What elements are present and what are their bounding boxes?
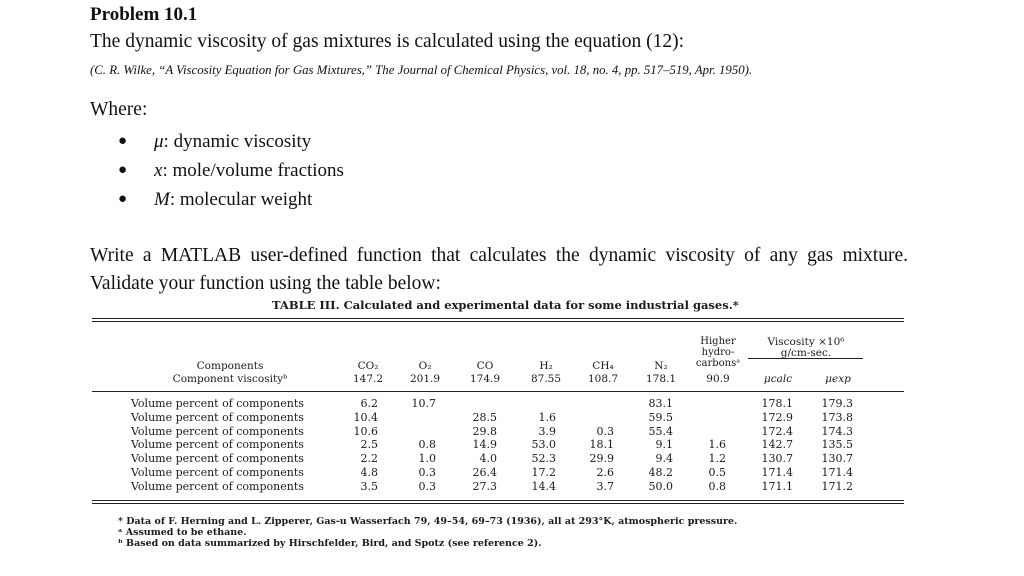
col-header-ch4: CH₄ — [592, 360, 614, 372]
table-cell: 6.2 — [360, 397, 378, 410]
col-viscosity-co: 174.9 — [469, 373, 501, 385]
table-cell: 9.1 — [655, 438, 673, 452]
definition-symbol: x — [154, 160, 163, 181]
table-cell: 4.0 — [479, 452, 497, 466]
table-cell: 26.4 — [472, 465, 497, 479]
bullet-icon: ● — [118, 162, 128, 178]
table-bottom-rule-2 — [92, 503, 904, 504]
table-cell: 178.1 — [761, 397, 793, 410]
col-viscosity-ch4: 108.7 — [587, 373, 619, 385]
table-cell — [709, 425, 727, 439]
col-viscosity-higher-hydrocarbons: 90.9 — [706, 373, 730, 385]
table-cell: 48.2 — [648, 465, 673, 479]
row-label: Volume percent of components — [131, 479, 304, 493]
table-cell: 0.8 — [708, 479, 726, 493]
table-cell: 10.4 — [353, 410, 378, 424]
table-cell — [590, 397, 615, 411]
col-header-higher-hydrocarbons: Higher hydro- carbonsᵃ — [695, 336, 741, 369]
table-cell — [709, 411, 727, 425]
table-cell: 171.4 — [761, 465, 793, 479]
definition-list — [118, 127, 344, 214]
table-cell: 135.5 — [821, 438, 853, 452]
citation: (C. R. Wilke, “A Viscosity Equation for Gas Mixtures,” The Journal of Chemical Physics, vol. 18, no. 4, pp. 517–519, Apr. 1950). — [90, 63, 753, 77]
table-cell: 3.7 — [596, 479, 614, 493]
table-cell: 27.3 — [472, 479, 497, 493]
column-h2 — [532, 397, 557, 494]
table-cell: 179.3 — [821, 397, 853, 410]
column-higher-hydrocarbons — [709, 397, 727, 494]
column-n2 — [649, 397, 674, 494]
table-cell: 50.0 — [648, 479, 673, 493]
row-label: Volume percent of components — [131, 410, 304, 424]
viscosity-group-units: g/cm-sec. — [780, 347, 832, 359]
table-cell — [412, 425, 437, 439]
table-cell: 53.0 — [531, 438, 556, 452]
column-co — [473, 397, 498, 494]
footnote-data-source: * Data of F. Herning and L. Zipperer, Gas-u Wasserfach 79, 49–54, 69–73 (1936), all at 293°K, atmospheric pressure. — [118, 516, 738, 527]
column-ch4 — [590, 397, 615, 494]
col-viscosity-o2: 201.9 — [409, 373, 441, 385]
table-cell: 1.6 — [538, 410, 556, 424]
col-header-h2: H₂ — [539, 360, 553, 372]
col-header-mu-exp: μexp — [825, 373, 851, 385]
problem-intro: The dynamic viscosity of gas mixtures is calculated using the equation (12): — [90, 31, 685, 52]
table-cell: 52.3 — [531, 452, 556, 466]
row-label: Volume percent of components — [131, 438, 304, 452]
table-cell: 2.6 — [596, 465, 614, 479]
table-top-rule — [92, 318, 904, 319]
table-cell: 83.1 — [648, 397, 673, 410]
table-cell: 1.0 — [418, 452, 436, 466]
table-caption: TABLE III. Calculated and experimental data for some industrial gases.* — [272, 298, 739, 312]
table-cell: 9.4 — [655, 452, 673, 466]
table-cell: 0.8 — [418, 438, 436, 452]
table-cell: 172.9 — [761, 410, 793, 424]
components-label: Components — [196, 360, 264, 372]
table-cell: 55.4 — [648, 424, 673, 438]
table-cell: 1.6 — [708, 438, 726, 452]
table-cell: 17.2 — [531, 465, 556, 479]
table-cell: 142.7 — [761, 438, 793, 452]
table-cell: 0.5 — [708, 465, 726, 479]
col-header-co2: CO₂ — [357, 360, 379, 372]
col-header-co: CO — [476, 360, 494, 372]
table-top-rule-2 — [92, 321, 904, 322]
table-cell: 3.5 — [360, 479, 378, 493]
table-header-rule — [92, 391, 904, 392]
table-cell: 10.7 — [411, 397, 436, 410]
component-viscosity-label: Component viscosityᵇ — [172, 373, 288, 385]
col-header-n2: N₂ — [654, 360, 668, 372]
definition-text: : molecular weight — [169, 189, 313, 210]
table-cell: 130.7 — [761, 452, 793, 466]
table-cell: 59.5 — [648, 410, 673, 424]
footnote-viscosity-source: ᵇ Based on data summarized by Hirschfelder, Bird, and Spotz (see reference 2). — [118, 538, 542, 549]
table-bottom-rule — [92, 500, 904, 501]
table-cell: 2.5 — [360, 438, 378, 452]
row-label: Volume percent of components — [131, 424, 304, 438]
table-cell: 171.1 — [761, 479, 793, 493]
table-cell: 130.7 — [821, 452, 853, 466]
definition-item — [118, 185, 344, 214]
table-cell: 29.8 — [472, 424, 497, 438]
table-cell: 3.9 — [538, 424, 556, 438]
col-viscosity-co2: 147.2 — [352, 373, 384, 385]
table-cell — [412, 411, 437, 425]
definition-item — [118, 127, 344, 156]
definition-text: : dynamic viscosity — [163, 131, 312, 152]
table-cell: 174.3 — [821, 424, 853, 438]
definition-text: : mole/volume fractions — [162, 160, 344, 181]
footnote-ethane: ᵃ Assumed to be ethane. — [118, 527, 247, 538]
table-cell — [709, 397, 727, 411]
table-cell: 0.3 — [596, 424, 614, 438]
table-cell — [473, 397, 498, 411]
table-cell: 28.5 — [472, 410, 497, 424]
column-mu-calc — [762, 397, 794, 494]
table-cell: 172.4 — [761, 424, 793, 438]
table-cell: 10.6 — [353, 424, 378, 438]
table-cell: 171.2 — [821, 479, 853, 493]
col-header-o2: O₂ — [418, 360, 432, 372]
viscosity-group-title: Viscosity ×10⁶ — [767, 336, 845, 348]
bullet-icon: ● — [118, 133, 128, 149]
table-cell — [590, 411, 615, 425]
row-labels — [131, 397, 304, 494]
row-label: Volume percent of components — [131, 452, 304, 466]
table-cell: 14.4 — [531, 479, 556, 493]
row-label: Volume percent of components — [131, 465, 304, 479]
bullet-icon: ● — [118, 191, 128, 207]
col-viscosity-h2: 87.55 — [530, 373, 562, 385]
row-label: Volume percent of components — [131, 397, 304, 410]
table-cell: 173.8 — [821, 410, 853, 424]
table-cell: 171.4 — [821, 465, 853, 479]
table-cell: 18.1 — [589, 438, 614, 452]
table-cell: 1.2 — [708, 452, 726, 466]
table-cell: 0.3 — [418, 479, 436, 493]
table-cell: 4.8 — [360, 465, 378, 479]
table-cell: 14.9 — [472, 438, 497, 452]
problem-title: Problem 10.1 — [90, 4, 198, 25]
column-co2 — [354, 397, 379, 494]
definition-symbol: μ — [154, 131, 164, 152]
definition-symbol: M — [154, 189, 170, 210]
table-cell: 0.3 — [418, 465, 436, 479]
col-viscosity-n2: 178.1 — [645, 373, 677, 385]
table-cell: 2.2 — [360, 452, 378, 466]
table-cell: 29.9 — [589, 452, 614, 466]
col-header-mu-calc: μcalc — [763, 373, 793, 385]
table-cell — [532, 397, 557, 411]
column-o2 — [412, 397, 437, 494]
column-mu-exp — [822, 397, 854, 494]
definition-item — [118, 156, 344, 185]
where-label: Where: — [90, 99, 148, 120]
task-statement: Write a MATLAB user-defined function that calculates the dynamic viscosity of any gas mixture. Validate your function using the table below: — [90, 245, 908, 294]
